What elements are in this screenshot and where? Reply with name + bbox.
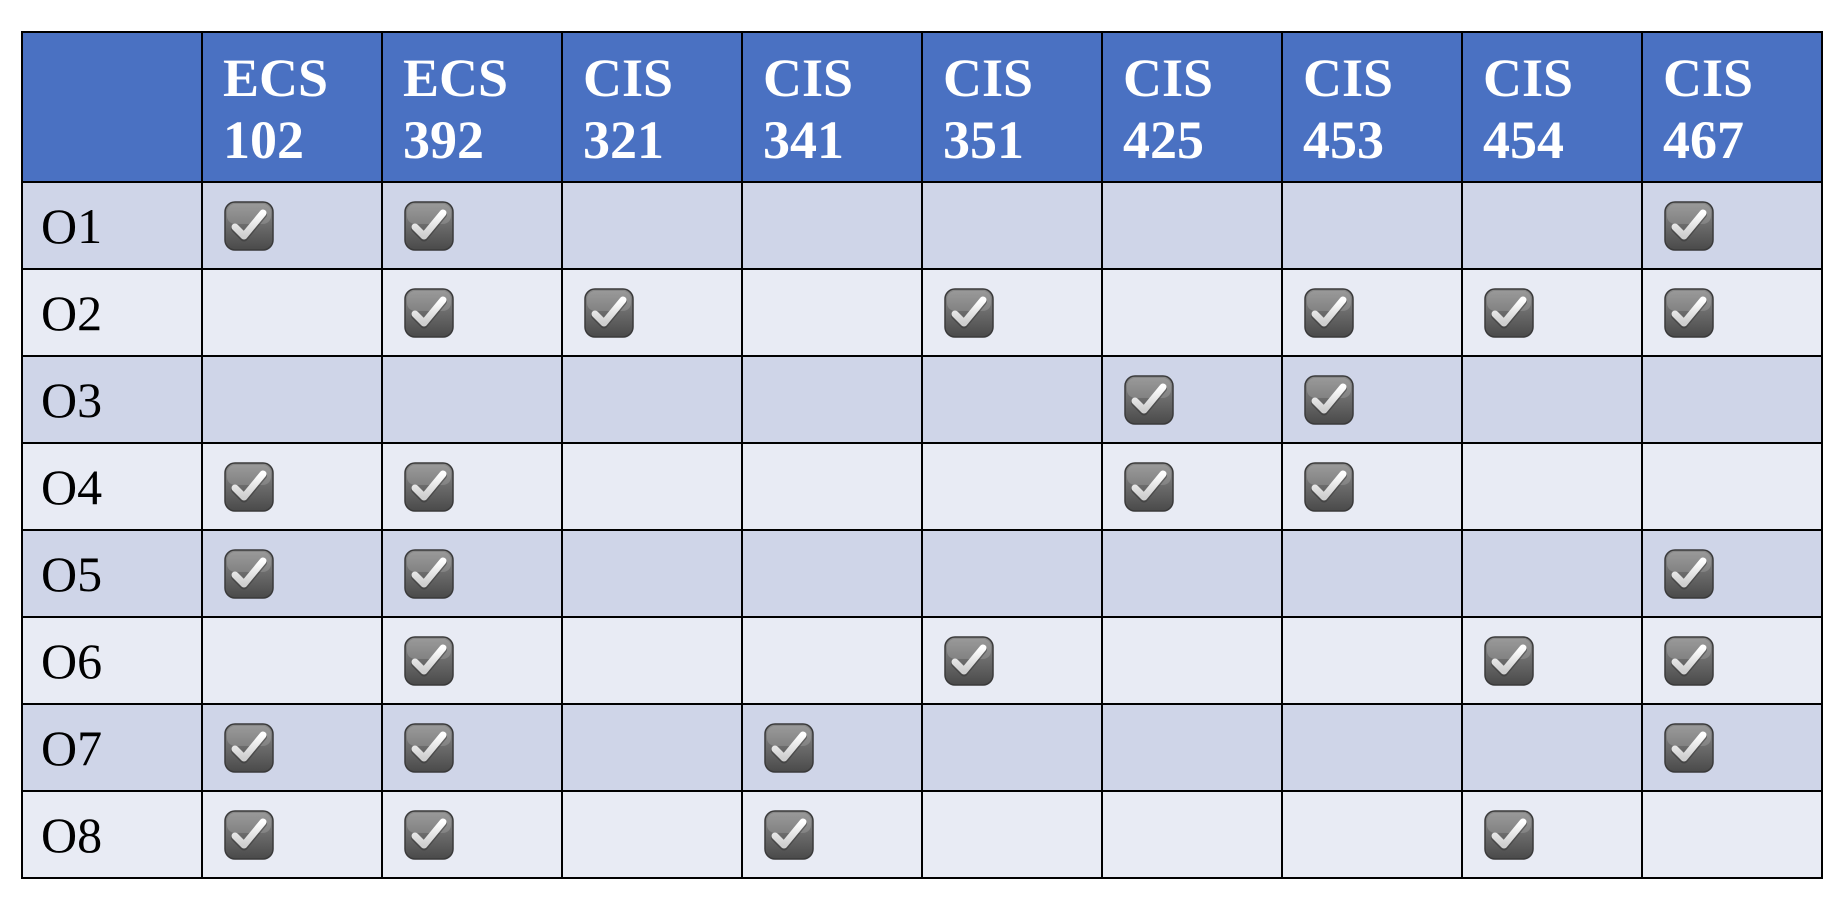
table-row [22,791,1822,878]
table-cell [922,704,1102,791]
checkbox-checked-icon [403,722,455,774]
checkbox-checked-icon [1303,374,1355,426]
table-cell [382,182,562,269]
table-cell [1102,356,1282,443]
table-cell [202,530,382,617]
checkbox-checked-icon [403,809,455,861]
table-cell [1102,617,1282,704]
row-label: O3 [22,356,202,443]
column-header-dept: CIS [1303,48,1394,108]
table-cell [202,182,382,269]
checkbox-checked-icon [1663,635,1715,687]
column-header-number: 454 [1483,110,1564,170]
checkbox-checked-icon [223,200,275,252]
table-cell [1642,356,1822,443]
checkbox-checked-icon [403,548,455,600]
table-cell [1102,530,1282,617]
table-cell [1642,182,1822,269]
table-cell [1282,530,1462,617]
checkbox-checked-icon [1123,461,1175,513]
table-cell [1282,269,1462,356]
row-label: O6 [22,617,202,704]
table-cell [202,443,382,530]
table-cell [562,443,742,530]
table-cell [922,269,1102,356]
table-cell [1282,791,1462,878]
column-header-dept: CIS [1663,48,1754,108]
column-header-dept: CIS [1483,48,1574,108]
table-cell [202,356,382,443]
table-cell [1642,704,1822,791]
table-cell [382,617,562,704]
column-header-dept: ECS [223,48,329,108]
column-header-number: 351 [943,110,1024,170]
table-cell [1102,182,1282,269]
table-cell [1102,269,1282,356]
table-cell [202,617,382,704]
table-cell [382,530,562,617]
row-label: O8 [22,791,202,878]
column-header-number: 102 [223,110,304,170]
column-header [562,32,742,182]
corner-cell [22,32,202,182]
table-cell [1642,443,1822,530]
table-cell [742,269,922,356]
row-label: O5 [22,530,202,617]
table-row [22,617,1822,704]
column-header [922,32,1102,182]
checkbox-checked-icon [403,287,455,339]
table-cell [742,443,922,530]
checkbox-checked-icon [223,461,275,513]
checkbox-checked-icon [1483,809,1535,861]
table-cell [1462,617,1642,704]
checkbox-checked-icon [1483,635,1535,687]
table-cell [1282,443,1462,530]
table-cell [382,704,562,791]
checkbox-checked-icon [763,809,815,861]
table-cell [562,704,742,791]
table-cell [1642,617,1822,704]
table-cell [562,182,742,269]
table-row [22,530,1822,617]
checkbox-checked-icon [1663,722,1715,774]
table-cell [382,791,562,878]
course-outcome-table [21,31,1823,879]
mapping-table-container [21,31,1823,879]
table-cell [562,791,742,878]
table-cell [922,443,1102,530]
table-body [22,182,1822,878]
table-row [22,182,1822,269]
column-header-number: 321 [583,110,664,170]
table-cell [742,356,922,443]
table-cell [1102,704,1282,791]
table-cell [742,530,922,617]
table-cell [1102,443,1282,530]
column-header [202,32,382,182]
table-row [22,269,1822,356]
table-cell [922,791,1102,878]
checkbox-checked-icon [763,722,815,774]
checkbox-checked-icon [583,287,635,339]
checkbox-checked-icon [1663,287,1715,339]
table-row [22,443,1822,530]
column-header [1462,32,1642,182]
checkbox-checked-icon [223,809,275,861]
checkbox-checked-icon [403,635,455,687]
table-cell [1282,704,1462,791]
table-cell [202,269,382,356]
checkbox-checked-icon [1303,287,1355,339]
table-cell [1462,356,1642,443]
column-header-dept: CIS [943,48,1034,108]
checkbox-checked-icon [223,722,275,774]
table-cell [382,356,562,443]
column-header-number: 341 [763,110,844,170]
table-cell [1462,443,1642,530]
table-cell [562,617,742,704]
column-header-dept: CIS [763,48,854,108]
checkbox-checked-icon [223,548,275,600]
table-cell [1642,530,1822,617]
table-cell [1102,791,1282,878]
table-cell [382,443,562,530]
table-cell [562,530,742,617]
column-header [1282,32,1462,182]
table-cell [1642,791,1822,878]
column-header-number: 392 [403,110,484,170]
table-cell [202,704,382,791]
column-header [1642,32,1822,182]
column-header [382,32,562,182]
row-label: O7 [22,704,202,791]
table-cell [922,356,1102,443]
column-header-number: 425 [1123,110,1204,170]
table-cell [1462,791,1642,878]
checkbox-checked-icon [403,200,455,252]
checkbox-checked-icon [1663,200,1715,252]
column-header-dept: CIS [583,48,674,108]
column-header-number: 467 [1663,110,1744,170]
table-row [22,356,1822,443]
table-cell [1462,269,1642,356]
column-header-number: 453 [1303,110,1384,170]
column-header [1102,32,1282,182]
table-cell [742,791,922,878]
table-cell [742,704,922,791]
column-header-dept: CIS [1123,48,1214,108]
row-label: O4 [22,443,202,530]
column-header-dept: ECS [403,48,509,108]
table-cell [742,182,922,269]
table-cell [1282,182,1462,269]
table-cell [382,269,562,356]
column-header [742,32,922,182]
row-label: O1 [22,182,202,269]
table-cell [922,617,1102,704]
checkbox-checked-icon [1483,287,1535,339]
header-row [22,32,1822,182]
table-cell [562,356,742,443]
table-cell [1462,182,1642,269]
table-cell [562,269,742,356]
table-cell [742,617,922,704]
table-cell [1642,269,1822,356]
table-cell [1462,704,1642,791]
checkbox-checked-icon [1663,548,1715,600]
table-cell [1282,356,1462,443]
checkbox-checked-icon [1123,374,1175,426]
table-cell [202,791,382,878]
table-cell [1282,617,1462,704]
checkbox-checked-icon [943,635,995,687]
checkbox-checked-icon [943,287,995,339]
table-row [22,704,1822,791]
table-cell [922,530,1102,617]
table-cell [1462,530,1642,617]
table-cell [922,182,1102,269]
checkbox-checked-icon [403,461,455,513]
row-label: O2 [22,269,202,356]
checkbox-checked-icon [1303,461,1355,513]
